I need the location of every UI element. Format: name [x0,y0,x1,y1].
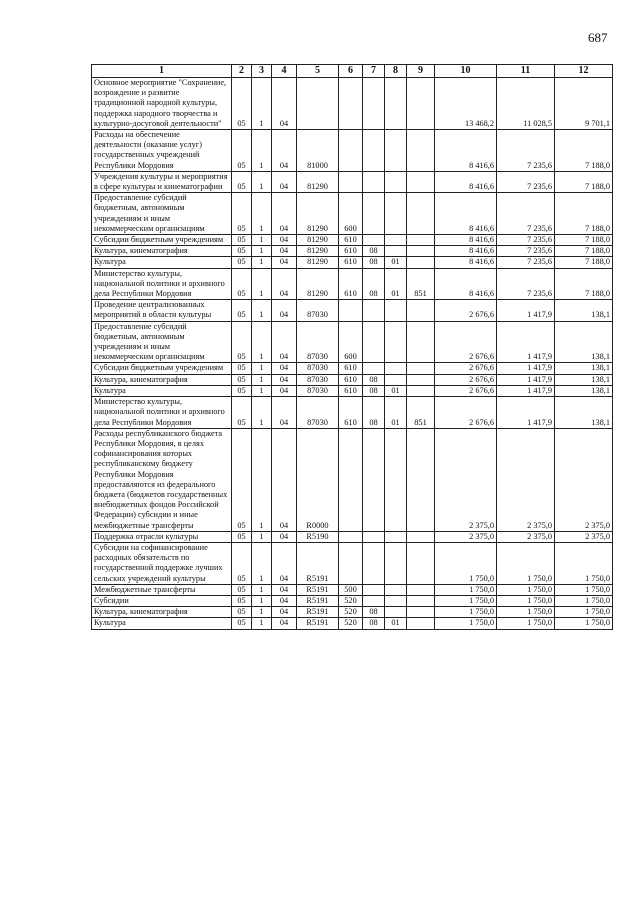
table-row [92,246,613,257]
code-cell [385,246,407,257]
code-cell [385,428,407,531]
code-cell: 04 [272,300,297,321]
table-row [92,397,613,429]
code-cell [363,78,385,130]
code-cell [407,321,435,363]
code-cell: R5191 [297,584,339,595]
code-cell [339,78,363,130]
row-name-cell: Субсидии бюджетным учреждениям [92,235,232,246]
code-cell [407,246,435,257]
code-cell: 05 [232,257,252,268]
code-cell [385,78,407,130]
amount-cell: 2 676,6 [435,385,497,396]
row-name-cell: Основное мероприятие "Сохранение, возрождение и развитие традиционной народной культуры, поддержка народного творчества и культурно-досуговой деятельности" [92,78,232,130]
amount-cell: 1 750,0 [497,618,555,629]
amount-cell: 1 750,0 [555,618,613,629]
code-cell: 1 [252,300,272,321]
code-cell: 05 [232,397,252,429]
table-row [92,531,613,542]
amount-cell: 7 188,0 [555,193,613,235]
amount-cell: 1 750,0 [555,584,613,595]
code-cell: 04 [272,397,297,429]
code-cell: 04 [272,193,297,235]
code-cell: 610 [339,257,363,268]
code-cell [407,363,435,374]
code-cell: 1 [252,397,272,429]
amount-cell: 7 188,0 [555,235,613,246]
code-cell: 1 [252,542,272,584]
header-cell: 6 [339,65,363,78]
code-cell: 01 [385,618,407,629]
code-cell [407,130,435,172]
code-cell [407,257,435,268]
code-cell [363,171,385,192]
code-cell [407,584,435,595]
table-row [92,235,613,246]
code-cell [363,584,385,595]
amount-cell: 2 375,0 [555,531,613,542]
code-cell [385,542,407,584]
code-cell: 05 [232,607,252,618]
code-cell [385,235,407,246]
code-cell: 05 [232,171,252,192]
amount-cell: 2 676,6 [435,397,497,429]
row-name-cell: Расходы на обеспечение деятельности (оказание услуг) государственных учреждений Республики Мордовия [92,130,232,172]
code-cell: 04 [272,321,297,363]
code-cell: 81290 [297,268,339,300]
code-cell [407,542,435,584]
row-name-cell: Субсидии бюджетным учреждениям [92,363,232,374]
code-cell: 08 [363,618,385,629]
header-cell: 5 [297,65,339,78]
amount-cell: 1 750,0 [555,595,613,606]
code-cell [363,300,385,321]
code-cell: 610 [339,363,363,374]
code-cell: 08 [363,385,385,396]
code-cell: 08 [363,607,385,618]
table-row [92,428,613,531]
amount-cell: 138,1 [555,374,613,385]
amount-cell: 138,1 [555,300,613,321]
row-name-cell: Культура [92,618,232,629]
row-name-cell: Культура, кинематография [92,607,232,618]
code-cell: R5191 [297,607,339,618]
code-cell: 1 [252,130,272,172]
table-row [92,193,613,235]
code-cell [385,595,407,606]
code-cell [407,618,435,629]
code-cell: R5191 [297,618,339,629]
code-cell: 1 [252,235,272,246]
amount-cell: 2 375,0 [555,428,613,531]
code-cell: 87030 [297,374,339,385]
table-row [92,78,613,130]
code-cell [339,542,363,584]
code-cell [385,130,407,172]
code-cell [363,321,385,363]
code-cell: 05 [232,385,252,396]
row-name-cell: Поддержка отрасли культуры [92,531,232,542]
code-cell: 01 [385,385,407,396]
code-cell: 87030 [297,397,339,429]
table-row [92,374,613,385]
code-cell: 05 [232,321,252,363]
row-name-cell: Культура, кинематография [92,246,232,257]
amount-cell: 8 416,6 [435,130,497,172]
code-cell: R5191 [297,595,339,606]
code-cell: 81290 [297,171,339,192]
code-cell: 1 [252,78,272,130]
code-cell [385,584,407,595]
amount-cell: 1 417,9 [497,397,555,429]
code-cell [407,607,435,618]
header-cell: 9 [407,65,435,78]
code-cell: 1 [252,607,272,618]
amount-cell: 7 235,6 [497,246,555,257]
table-row [92,542,613,584]
amount-cell: 7 235,6 [497,193,555,235]
row-name-cell: Субсидии [92,595,232,606]
table-row [92,618,613,629]
code-cell: 05 [232,78,252,130]
code-cell: 1 [252,246,272,257]
code-cell [385,374,407,385]
code-cell: 05 [232,268,252,300]
amount-cell: 1 750,0 [435,584,497,595]
code-cell: 05 [232,584,252,595]
amount-cell: 8 416,6 [435,246,497,257]
code-cell: 05 [232,235,252,246]
amount-cell: 8 416,6 [435,171,497,192]
code-cell: 1 [252,257,272,268]
code-cell: 520 [339,618,363,629]
header-cell: 8 [385,65,407,78]
table-row [92,268,613,300]
code-cell [363,428,385,531]
code-cell: 05 [232,542,252,584]
code-cell: 81000 [297,130,339,172]
code-cell [363,542,385,584]
amount-cell: 1 750,0 [497,595,555,606]
code-cell: 851 [407,268,435,300]
amount-cell: 1 417,9 [497,321,555,363]
amount-cell: 8 416,6 [435,193,497,235]
code-cell: 04 [272,584,297,595]
code-cell: 04 [272,171,297,192]
code-cell: 610 [339,268,363,300]
row-name-cell: Министерство культуры, национальной политики и архивного дела Республики Мордовия [92,397,232,429]
code-cell: 05 [232,246,252,257]
amount-cell: 1 750,0 [497,607,555,618]
code-cell [339,531,363,542]
table-header-row [92,65,613,78]
code-cell: 01 [385,268,407,300]
amount-cell: 7 235,6 [497,257,555,268]
amount-cell: 7 235,6 [497,235,555,246]
amount-cell: 7 235,6 [497,130,555,172]
code-cell: 05 [232,374,252,385]
code-cell: 1 [252,193,272,235]
code-cell: 610 [339,397,363,429]
table-row [92,171,613,192]
code-cell: 520 [339,607,363,618]
amount-cell: 1 750,0 [555,607,613,618]
amount-cell: 138,1 [555,363,613,374]
row-name-cell: Культура, кинематография [92,374,232,385]
header-cell: 2 [232,65,252,78]
code-cell: 04 [272,374,297,385]
table-row [92,257,613,268]
table-row [92,130,613,172]
amount-cell: 11 028,5 [497,78,555,130]
code-cell [363,595,385,606]
amount-cell: 7 188,0 [555,171,613,192]
amount-cell: 7 188,0 [555,246,613,257]
code-cell: 1 [252,584,272,595]
code-cell: 04 [272,78,297,130]
amount-cell: 1 417,9 [497,374,555,385]
code-cell: 04 [272,246,297,257]
amount-cell: 2 676,6 [435,300,497,321]
code-cell: 520 [339,595,363,606]
row-name-cell: Межбюджетные трансферты [92,584,232,595]
code-cell: 08 [363,246,385,257]
code-cell: 87030 [297,321,339,363]
code-cell: R5190 [297,531,339,542]
amount-cell: 1 750,0 [497,584,555,595]
table-row [92,363,613,374]
code-cell [339,300,363,321]
code-cell: 05 [232,531,252,542]
code-cell: 04 [272,595,297,606]
row-name-cell: Расходы республиканского бюджета Республики Мордовия, в целях софинансирования которых республиканскому бюджету Республики Мордовия предоставляются из федерального бюджета (бюджетов государственных внебюджетных фондов Российской Федерации) субсидии и иные межбюджетные трансферты [92,428,232,531]
page-number: 687 [588,30,608,45]
row-name-cell: Субсидии на софинансирование расходных обязательств по государственной поддержке лучших сельских учреждений культуры [92,542,232,584]
amount-cell: 13 468,2 [435,78,497,130]
amount-cell: 1 750,0 [435,607,497,618]
code-cell: 04 [272,268,297,300]
code-cell: 05 [232,428,252,531]
header-cell: 11 [497,65,555,78]
amount-cell: 2 676,6 [435,374,497,385]
code-cell: 1 [252,595,272,606]
code-cell: 610 [339,374,363,385]
code-cell: 05 [232,130,252,172]
code-cell [339,171,363,192]
code-cell [385,531,407,542]
table-body [92,65,613,630]
row-name-cell: Министерство культуры, национальной политики и архивного дела Республики Мордовия [92,268,232,300]
amount-cell: 138,1 [555,321,613,363]
header-cell: 1 [92,65,232,78]
amount-cell: 2 375,0 [435,428,497,531]
code-cell [363,363,385,374]
code-cell [297,78,339,130]
code-cell: 1 [252,321,272,363]
code-cell: 04 [272,607,297,618]
row-name-cell: Культура [92,257,232,268]
code-cell: 1 [252,363,272,374]
amount-cell: 1 750,0 [497,542,555,584]
code-cell [407,595,435,606]
amount-cell: 138,1 [555,385,613,396]
table-row [92,321,613,363]
code-cell: 600 [339,321,363,363]
code-cell: 1 [252,531,272,542]
code-cell [407,78,435,130]
code-cell: 01 [385,397,407,429]
code-cell: 87030 [297,300,339,321]
code-cell [385,363,407,374]
code-cell: 08 [363,397,385,429]
code-cell: 600 [339,193,363,235]
code-cell: 04 [272,363,297,374]
header-cell: 12 [555,65,613,78]
code-cell: 04 [272,235,297,246]
table-row [92,300,613,321]
code-cell [339,428,363,531]
code-cell [385,171,407,192]
code-cell: 04 [272,428,297,531]
table-row [92,595,613,606]
amount-cell: 7 235,6 [497,171,555,192]
code-cell: 1 [252,618,272,629]
row-name-cell: Культура [92,385,232,396]
code-cell: 05 [232,300,252,321]
amount-cell: 2 375,0 [497,531,555,542]
code-cell [385,607,407,618]
code-cell: 1 [252,374,272,385]
amount-cell: 1 750,0 [435,618,497,629]
table-row [92,385,613,396]
code-cell: 05 [232,193,252,235]
code-cell: 610 [339,385,363,396]
amount-cell: 1 417,9 [497,300,555,321]
code-cell: 1 [252,268,272,300]
code-cell [407,300,435,321]
code-cell [363,130,385,172]
amount-cell: 2 676,6 [435,321,497,363]
code-cell: 04 [272,618,297,629]
code-cell: 05 [232,618,252,629]
code-cell: 04 [272,130,297,172]
code-cell: 04 [272,385,297,396]
code-cell [407,171,435,192]
amount-cell: 8 416,6 [435,268,497,300]
code-cell: 1 [252,428,272,531]
code-cell [407,531,435,542]
table-row [92,607,613,618]
row-name-cell: Проведение централизованных мероприятий в области культуры [92,300,232,321]
amount-cell: 7 235,6 [497,268,555,300]
amount-cell: 2 375,0 [435,531,497,542]
code-cell: R0000 [297,428,339,531]
code-cell [363,193,385,235]
code-cell [363,235,385,246]
table-row [92,584,613,595]
code-cell [385,321,407,363]
code-cell: 500 [339,584,363,595]
code-cell: 610 [339,235,363,246]
code-cell: 81290 [297,257,339,268]
amount-cell: 138,1 [555,397,613,429]
code-cell [407,193,435,235]
amount-cell: 7 188,0 [555,268,613,300]
code-cell [407,428,435,531]
amount-cell: 1 417,9 [497,363,555,374]
amount-cell: 9 701,1 [555,78,613,130]
code-cell: 851 [407,397,435,429]
row-name-cell: Предоставление субсидий бюджетным, автономным учреждениям и иным некоммерческим организациям [92,193,232,235]
code-cell: 08 [363,257,385,268]
amount-cell: 8 416,6 [435,257,497,268]
code-cell: 81290 [297,246,339,257]
code-cell [407,385,435,396]
code-cell: 05 [232,595,252,606]
budget-table [91,64,613,630]
amount-cell: 7 188,0 [555,130,613,172]
code-cell [407,235,435,246]
code-cell [339,130,363,172]
header-cell: 4 [272,65,297,78]
code-cell: 1 [252,171,272,192]
code-cell: 1 [252,385,272,396]
code-cell: 05 [232,363,252,374]
amount-cell: 1 750,0 [435,542,497,584]
row-name-cell: Учреждения культуры и мероприятия в сфере культуры и кинематографии [92,171,232,192]
code-cell: 04 [272,257,297,268]
code-cell [363,531,385,542]
code-cell: 04 [272,531,297,542]
code-cell [385,193,407,235]
code-cell [407,374,435,385]
code-cell: 04 [272,542,297,584]
row-name-cell: Предоставление субсидий бюджетным, автономным учреждениям и иным некоммерческим организациям [92,321,232,363]
code-cell: R5191 [297,542,339,584]
header-cell: 3 [252,65,272,78]
amount-cell: 8 416,6 [435,235,497,246]
amount-cell: 7 188,0 [555,257,613,268]
code-cell: 81290 [297,235,339,246]
amount-cell: 2 676,6 [435,363,497,374]
code-cell: 87030 [297,363,339,374]
code-cell: 08 [363,374,385,385]
code-cell: 87030 [297,385,339,396]
code-cell: 610 [339,246,363,257]
header-cell: 7 [363,65,385,78]
amount-cell: 1 750,0 [435,595,497,606]
amount-cell: 1 417,9 [497,385,555,396]
code-cell [385,300,407,321]
code-cell: 01 [385,257,407,268]
code-cell: 81290 [297,193,339,235]
header-cell: 10 [435,65,497,78]
code-cell: 08 [363,268,385,300]
amount-cell: 2 375,0 [497,428,555,531]
amount-cell: 1 750,0 [555,542,613,584]
